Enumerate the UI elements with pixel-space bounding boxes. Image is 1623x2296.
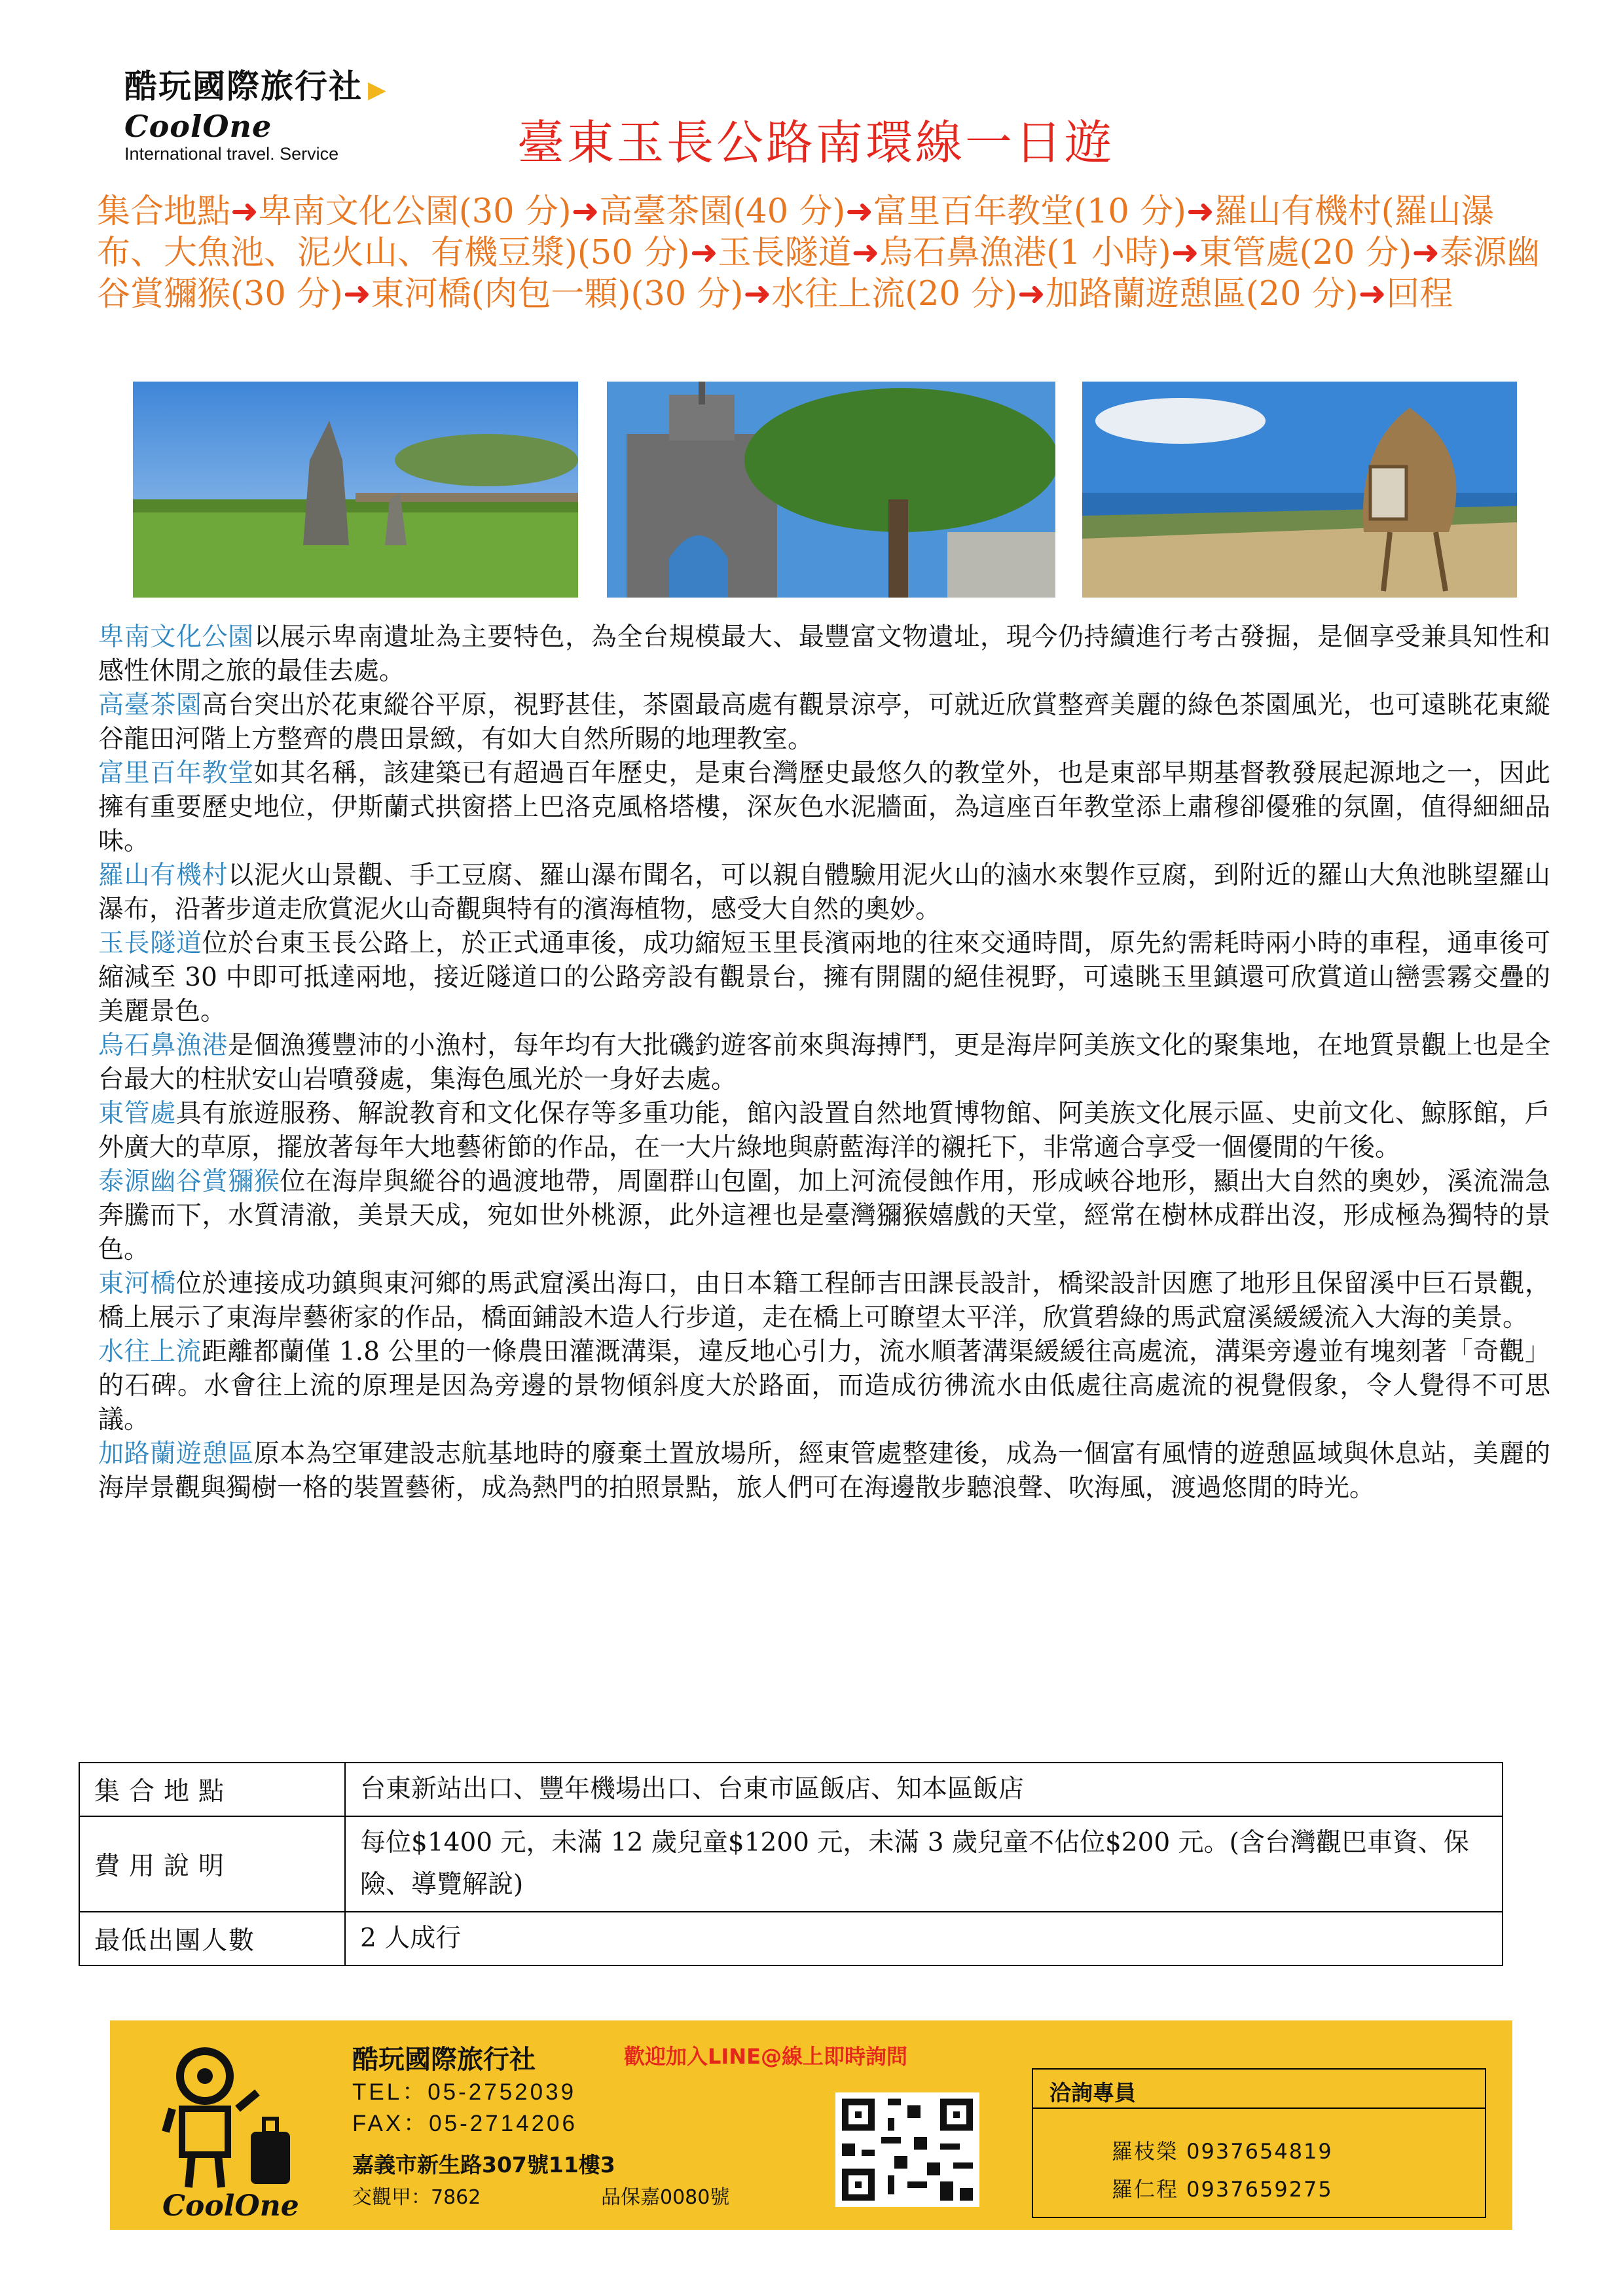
route-stop: 水往上流(20 分) [771, 275, 1017, 314]
table-row [79, 1816, 1503, 1912]
attraction-paragraph [98, 927, 1550, 1029]
attraction-name: 水往上流 [98, 1337, 202, 1367]
attraction-text: 位於台東玉長公路上，於正式通車後，成功縮短玉里長濱兩地的往來交通時間，原先約需耗時兩小時的車程，通車後可縮減至 30 中即可抵達兩地，接近隧道口的公路旁設有觀景台，擁有開闊的絕佳視野，可遠眺玉里鎮還可欣賞道山巒雲霧交疊的美麗景色。 [98, 929, 1550, 1026]
attraction-text: 以展示卑南遺址為主要特色，為全台規模最大、最豐富文物遺址，現今仍持續進行考古發掘，是個享受兼具知性和感性休閒之旅的最佳去處。 [98, 622, 1550, 686]
arrow-right-icon: ➜ [743, 275, 772, 314]
itinerary-route [97, 191, 1549, 315]
min-people-value: 2 人成行 [345, 1912, 1503, 1965]
table-row [79, 1912, 1503, 1965]
divider [1033, 2108, 1485, 2109]
route-stop: 卑南文化公園(30 分) [258, 192, 572, 231]
arrow-right-icon: ➜ [851, 234, 880, 272]
attraction-paragraph [98, 620, 1550, 689]
stone-monolith-photo [133, 382, 578, 598]
arrow-right-icon: ➜ [230, 192, 259, 231]
route-stop: 高臺茶園(40 分) [599, 192, 846, 231]
footer-brand: CoolOne [162, 2189, 299, 2223]
contact-title: 洽詢專員 [1049, 2080, 1136, 2106]
attraction-text: 是個漁獲豐沛的小漁村，每年均有大批磯釣遊客前來與海搏鬥，更是海岸阿美族文化的聚集地，在地質景觀上也是全台最大的柱狀安山岩噴發處，集海色風光於一身好去處。 [98, 1031, 1550, 1094]
attraction-paragraph [98, 1097, 1550, 1165]
attraction-name: 泰源幽谷賞獼猴 [98, 1167, 280, 1196]
attraction-name: 烏石鼻漁港 [98, 1031, 228, 1060]
attraction-name: 高臺茶園 [98, 691, 202, 720]
meet-point-label: 集合地點 [79, 1763, 345, 1816]
attraction-name: 玉長隧道 [98, 929, 202, 958]
century-church-photo [607, 382, 1055, 598]
attraction-paragraph [98, 689, 1550, 757]
telephone: TEL：05-2752039 [352, 2079, 577, 2105]
quality-bond: 品保嘉0080號 [601, 2186, 730, 2209]
attraction-paragraph [98, 757, 1550, 859]
logo-cn-name: 酷玩國際旅行社 [124, 67, 363, 105]
traveler-mascot-icon [153, 2047, 310, 2191]
attraction-paragraph [98, 1165, 1550, 1267]
attraction-text: 以泥火山景觀、手工豆腐、羅山瀑布聞名，可以親自體驗用泥火山的滷水來製作豆腐，到附近的羅山大魚池眺望羅山瀑布，沿著步道走欣賞泥火山奇觀與特有的濱海植物，感受大自然的奧妙。 [98, 861, 1550, 924]
contact-footer [110, 2020, 1512, 2230]
meet-point-value: 台東新站出口、豐年機場出口、台東市區飯店、知本區飯店 [345, 1763, 1503, 1816]
attraction-paragraph [98, 1267, 1550, 1335]
route-stop: 玉長隧道 [718, 234, 852, 272]
contact-person-2: 羅仁程 0937659275 [1112, 2177, 1333, 2202]
attraction-text: 位在海岸與縱谷的過渡地帶，周圍群山包圍，加上河流侵蝕作用，形成峽谷地形，顯出大自然的奧妙，溪流湍急奔騰而下，水質清澈，美景天成，宛如世外桃源，此外這裡也是臺灣獼猴嬉戲的天堂，經常在樹林成群出沒，形成極為獨特的景色。 [98, 1167, 1550, 1265]
play-triangle-icon: ▶ [368, 77, 388, 103]
attraction-paragraph [98, 1335, 1550, 1437]
arrow-right-icon: ➜ [845, 192, 874, 231]
qr-code-icon[interactable] [835, 2092, 979, 2207]
attraction-paragraph [98, 1029, 1550, 1097]
route-stop: 回程 [1386, 275, 1453, 314]
route-stop: 泰源幽谷賞獼猴(30 分) [97, 234, 1541, 314]
arrow-right-icon: ➜ [1171, 234, 1199, 272]
arrow-right-icon: ➜ [1017, 275, 1046, 314]
attraction-name: 東管處 [98, 1099, 176, 1128]
route-stop: 羅山有機村(羅山瀑布、大魚池、泥火山、有機豆漿)(50 分) [97, 192, 1495, 272]
attraction-text: 高台突出於花東縱谷平原，視野甚佳，茶園最高處有觀景涼亭，可就近欣賞整齊美麗的綠色茶園風光，也可遠眺花東縱谷龍田河階上方整齊的農田景緻，有如大自然所賜的地理教室。 [98, 691, 1550, 754]
logo-en-name: CoolOne [124, 109, 272, 144]
fax: FAX：05-2714206 [352, 2111, 577, 2136]
attraction-text: 具有旅遊服務、解說教育和文化保存等多重功能，館內設置自然地質博物館、阿美族文化展示區、史前文化、鯨豚館，戶外廣大的草原，擺放著每年大地藝術節的作品，在一大片綠地與蔚藍海洋的襯托下，非常適合享受一個優閒的午後。 [98, 1099, 1550, 1162]
route-stop: 東河橋(肉包一顆)(30 分) [371, 275, 744, 314]
attraction-text: 原本為空軍建設志航基地時的廢棄土置放場所，經東管處整建後，成為一個富有風情的遊憩區域與休息站，美麗的海岸景觀與獨樹一格的裝置藝術，成為熱門的拍照景點，旅人們可在海邊散步聽浪聲、吹海風，渡過悠閒的時光。 [98, 1439, 1550, 1503]
arrow-right-icon: ➜ [571, 192, 600, 231]
company-logo [124, 60, 426, 164]
attraction-descriptions [98, 620, 1550, 1505]
contact-person-1: 羅枝榮 0937654819 [1112, 2139, 1333, 2164]
contact-person-box [1032, 2068, 1486, 2218]
arrow-right-icon: ➜ [342, 275, 371, 314]
arrow-right-icon: ➜ [1186, 192, 1214, 231]
route-stop: 東管處(20 分) [1199, 234, 1412, 272]
attraction-name: 羅山有機村 [98, 861, 228, 890]
tourism-license: 交觀甲：7862 [352, 2186, 481, 2209]
attraction-name: 東河橋 [98, 1269, 176, 1299]
attraction-paragraph [98, 1437, 1550, 1505]
driftwood-art-photo [1082, 382, 1517, 598]
fee-label: 費用說明 [79, 1816, 345, 1912]
logo-subtitle: International travel. Service [124, 144, 339, 164]
route-stop: 加路蘭遊憩區(20 分) [1045, 275, 1359, 314]
arrow-right-icon: ➜ [1358, 275, 1387, 314]
attraction-name: 加路蘭遊憩區 [98, 1439, 254, 1469]
attraction-paragraph [98, 859, 1550, 927]
attraction-text: 位於連接成功鎮與東河鄉的馬武窟溪出海口，由日本籍工程師吉田課長設計，橋梁設計因應了地形且保留溪中巨石景觀，橋上展示了東海岸藝術家的作品，橋面鋪設木造人行步道，走在橋上可瞭望太平洋，欣賞碧綠的馬武窟溪緩緩流入大海的美景。 [98, 1269, 1550, 1333]
attraction-name: 富里百年教堂 [98, 759, 254, 788]
min-people-label: 最低出團人數 [79, 1912, 345, 1965]
address: 嘉義市新生路307號11樓3 [352, 2152, 615, 2178]
attraction-text: 距離都蘭僅 1.8 公里的一條農田灌溉溝渠，違反地心引力，流水順著溝渠緩緩往高處流，溝渠旁邊並有塊刻著「奇觀」的石碑。水會往上流的原理是因為旁邊的景物傾斜度大於路面，而造成彷彿流水由低處往高處流的視覺假象，令人覺得不可思議。 [98, 1337, 1550, 1435]
page-title: 臺東玉長公路南環線一日遊 [517, 115, 1115, 170]
route-stop: 集合地點 [97, 192, 231, 231]
arrow-right-icon: ➜ [1412, 234, 1440, 272]
attraction-text: 如其名稱，該建築已有超過百年歷史，是東台灣歷史最悠久的教堂外，也是東部早期基督教發展起源地之一，因此擁有重要歷史地位，伊斯蘭式拱窗搭上巴洛克風格塔樓，深灰色水泥牆面，為這座百年教堂添上肅穆卻優雅的氛圍，值得細細品味。 [98, 759, 1550, 856]
arrow-right-icon: ➜ [689, 234, 718, 272]
attraction-name: 卑南文化公園 [98, 622, 254, 652]
line-invite-text: 歡迎加入LINE@線上即時詢問 [624, 2044, 907, 2069]
footer-company-name: 酷玩國際旅行社 [352, 2045, 536, 2075]
route-stop: 富里百年教堂(10 分) [873, 192, 1186, 231]
table-row [79, 1763, 1503, 1816]
fee-value: 每位$1400 元，未滿 12 歲兒童$1200 元，未滿 3 歲兒童不佔位$200 元。(含台灣觀巴車資、保險、導覽解說) [345, 1816, 1503, 1912]
tour-info-table [79, 1762, 1503, 1966]
route-stop: 烏石鼻漁港(1 小時) [879, 234, 1171, 272]
